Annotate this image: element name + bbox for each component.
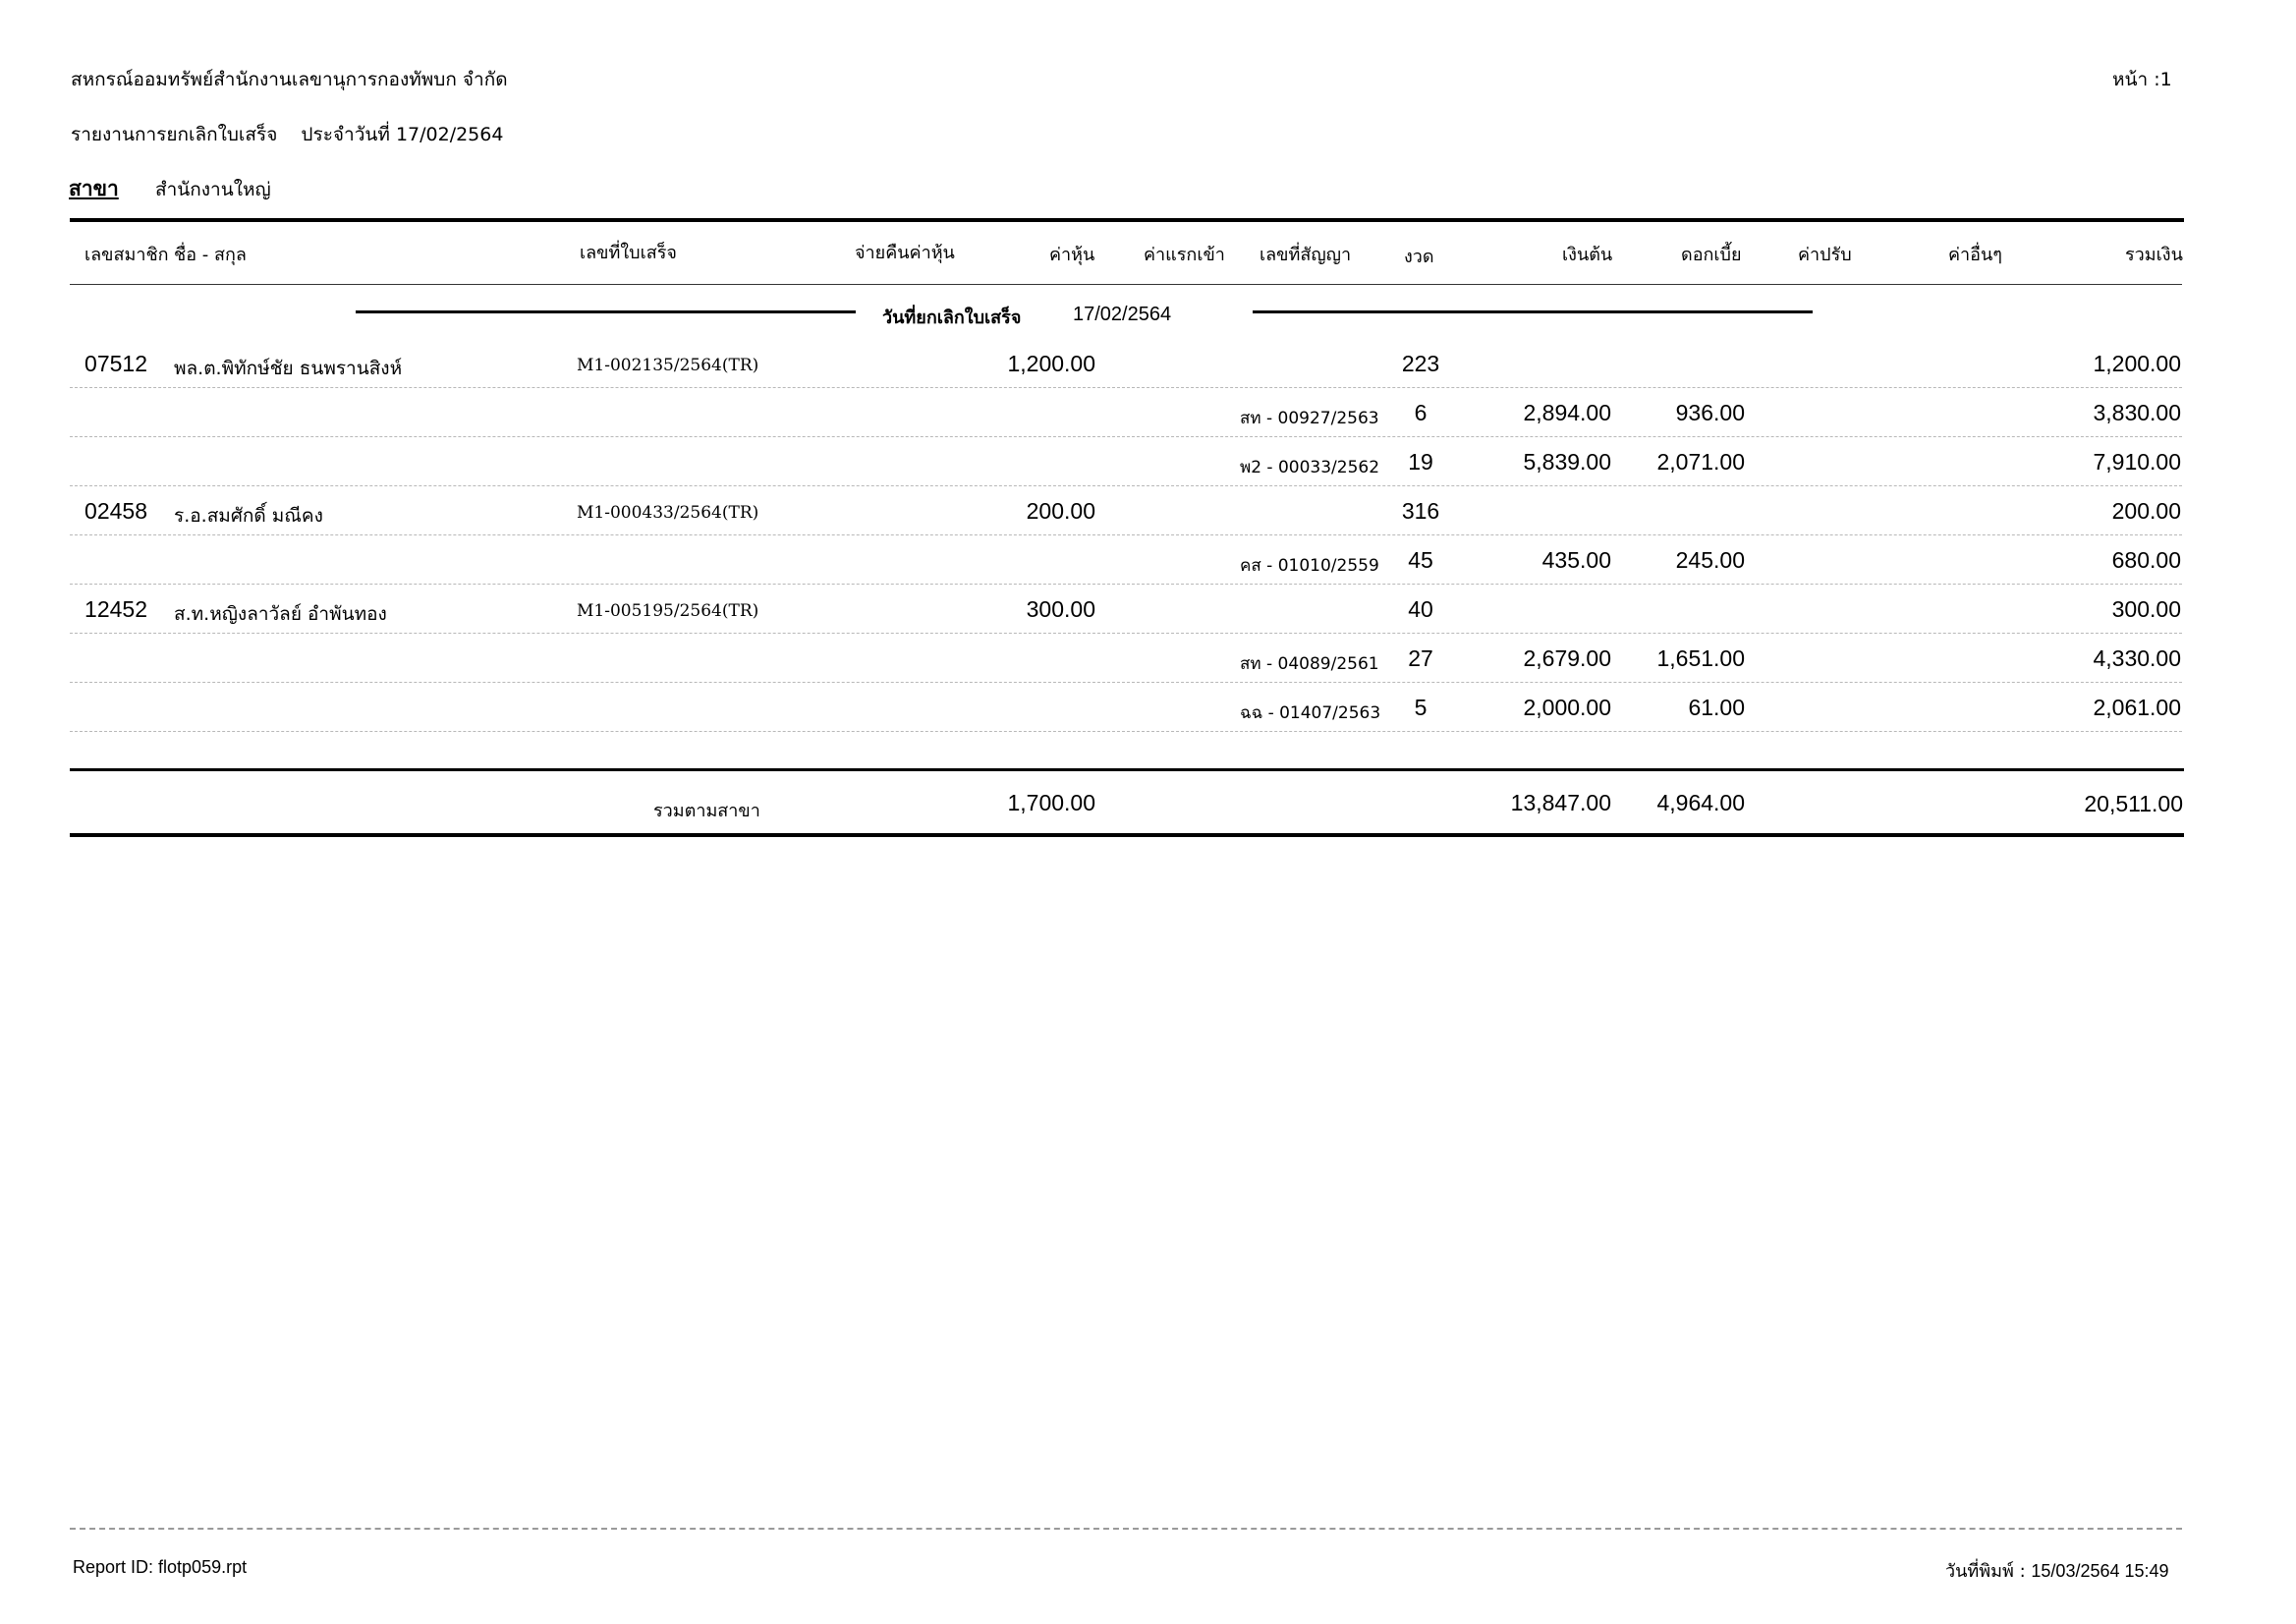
header-bottom-rule bbox=[70, 284, 2182, 285]
receipt-no: M1-005195/2564(TR) bbox=[577, 601, 759, 621]
member-name: ส.ท.หญิงลาวัลย์ อำพันทอง bbox=[174, 603, 387, 625]
interest: 245.00 bbox=[1675, 547, 1745, 573]
group-date: 17/02/2564 bbox=[1073, 304, 1172, 325]
member-name: พล.ต.พิทักษ์ชัย ธนพรานสิงห์ bbox=[174, 358, 403, 379]
report-title bbox=[71, 120, 503, 149]
interest: 2,071.00 bbox=[1656, 449, 1745, 475]
printed-prefix: วันที่พิมพ์ : bbox=[1945, 1561, 2026, 1582]
row-divider bbox=[70, 682, 2182, 683]
footer-divider bbox=[70, 1528, 2182, 1530]
group-label: วันที่ยกเลิกใบเสร็จ bbox=[882, 308, 1022, 328]
principal: 2,894.00 bbox=[1523, 400, 1611, 425]
period: 19 bbox=[1408, 449, 1433, 475]
summary-share: 1,700.00 bbox=[1007, 790, 1095, 815]
report-title-text: รายงานการยกเลิกใบเสร็จ bbox=[71, 124, 278, 145]
row-total: 300.00 bbox=[2111, 596, 2181, 622]
contract-no: สท - 00927/2563 bbox=[1240, 409, 1379, 428]
member-no: 07512 bbox=[84, 351, 147, 376]
org-name: สหกรณ์ออมทรัพย์สำนักงานเลขานุการกองทัพบก จำกัด bbox=[71, 69, 508, 90]
share-amount: 200.00 bbox=[1026, 498, 1095, 524]
row-total: 680.00 bbox=[2111, 547, 2181, 573]
page-number: หน้า :1 bbox=[2112, 69, 2172, 90]
report-date-prefix: ประจำวันที่ bbox=[301, 124, 390, 145]
branch-label: สาขา bbox=[69, 177, 119, 200]
period: 27 bbox=[1408, 645, 1433, 671]
row-total: 1,200.00 bbox=[2093, 351, 2181, 376]
summary-interest: 4,964.00 bbox=[1656, 790, 1745, 815]
branch-name: สำนักงานใหญ่ bbox=[155, 179, 271, 200]
col-receipt-no: เลขที่ใบเสร็จ bbox=[580, 243, 677, 263]
report-id: Report ID: flotp059.rpt bbox=[73, 1557, 248, 1577]
principal: 2,679.00 bbox=[1523, 645, 1611, 671]
group-rule-right bbox=[1253, 310, 1813, 313]
printed-date bbox=[1945, 1556, 2169, 1585]
contract-no: คส - 01010/2559 bbox=[1240, 556, 1379, 576]
member-no: 02458 bbox=[84, 498, 147, 524]
col-interest: ดอกเบี้ย bbox=[1681, 245, 1742, 265]
summary-bottom-rule bbox=[70, 833, 2184, 837]
period: 316 bbox=[1401, 498, 1440, 524]
contract-no: สท - 04089/2561 bbox=[1240, 654, 1379, 674]
share-amount: 300.00 bbox=[1026, 596, 1095, 622]
period: 6 bbox=[1414, 400, 1428, 425]
period: 5 bbox=[1414, 695, 1428, 720]
period: 40 bbox=[1408, 596, 1433, 622]
interest: 1,651.00 bbox=[1656, 645, 1745, 671]
row-total: 7,910.00 bbox=[2093, 449, 2181, 475]
col-period: งวด bbox=[1404, 247, 1434, 267]
group-rule-left bbox=[356, 310, 856, 313]
principal: 2,000.00 bbox=[1523, 695, 1611, 720]
row-divider bbox=[70, 436, 2182, 437]
period: 45 bbox=[1408, 547, 1433, 573]
summary-label: รวมตามสาขา bbox=[653, 801, 760, 821]
row-total: 4,330.00 bbox=[2093, 645, 2181, 671]
contract-no: ฉฉ - 01407/2563 bbox=[1240, 703, 1381, 723]
printed-at: 15/03/2564 15:49 bbox=[2031, 1561, 2169, 1581]
report-date: 17/02/2564 bbox=[395, 124, 504, 145]
col-fine: ค่าปรับ bbox=[1798, 245, 1852, 265]
col-total: รวมเงิน bbox=[2125, 245, 2183, 265]
col-share: ค่าหุ้น bbox=[1049, 245, 1095, 265]
summary-principal: 13,847.00 bbox=[1510, 790, 1611, 815]
col-entrance-fee: ค่าแรกเข้า bbox=[1144, 245, 1225, 265]
principal: 5,839.00 bbox=[1523, 449, 1611, 475]
interest: 61.00 bbox=[1688, 695, 1745, 720]
row-divider bbox=[70, 534, 2182, 535]
header-top-rule bbox=[70, 218, 2184, 222]
member-no: 12452 bbox=[84, 596, 147, 622]
summary-total: 20,511.00 bbox=[2084, 791, 2183, 816]
member-name: ร.อ.สมศักดิ์ มณีคง bbox=[174, 505, 323, 527]
row-total: 2,061.00 bbox=[2093, 695, 2181, 720]
interest: 936.00 bbox=[1675, 400, 1745, 425]
period: 223 bbox=[1401, 351, 1440, 376]
receipt-no: M1-002135/2564(TR) bbox=[577, 356, 759, 375]
row-total: 200.00 bbox=[2111, 498, 2181, 524]
row-divider bbox=[70, 731, 2182, 732]
col-contract-no: เลขที่สัญญา bbox=[1260, 245, 1352, 265]
col-principal: เงินต้น bbox=[1562, 245, 1613, 265]
col-member-no: เลขสมาชิก bbox=[84, 245, 169, 265]
contract-no: พ2 - 00033/2562 bbox=[1240, 458, 1380, 477]
row-total: 3,830.00 bbox=[2093, 400, 2181, 425]
row-divider bbox=[70, 584, 2182, 585]
share-amount: 1,200.00 bbox=[1007, 351, 1095, 376]
row-divider bbox=[70, 387, 2182, 388]
row-divider bbox=[70, 485, 2182, 486]
receipt-no: M1-000433/2564(TR) bbox=[577, 503, 759, 523]
principal: 435.00 bbox=[1541, 547, 1611, 573]
col-name: ชื่อ - สกุล bbox=[174, 245, 247, 265]
col-share-refund: จ่ายคืนค่าหุ้น bbox=[855, 243, 955, 263]
col-other: ค่าอื่นๆ bbox=[1948, 245, 2002, 265]
row-divider bbox=[70, 633, 2182, 634]
summary-top-rule bbox=[70, 768, 2184, 771]
